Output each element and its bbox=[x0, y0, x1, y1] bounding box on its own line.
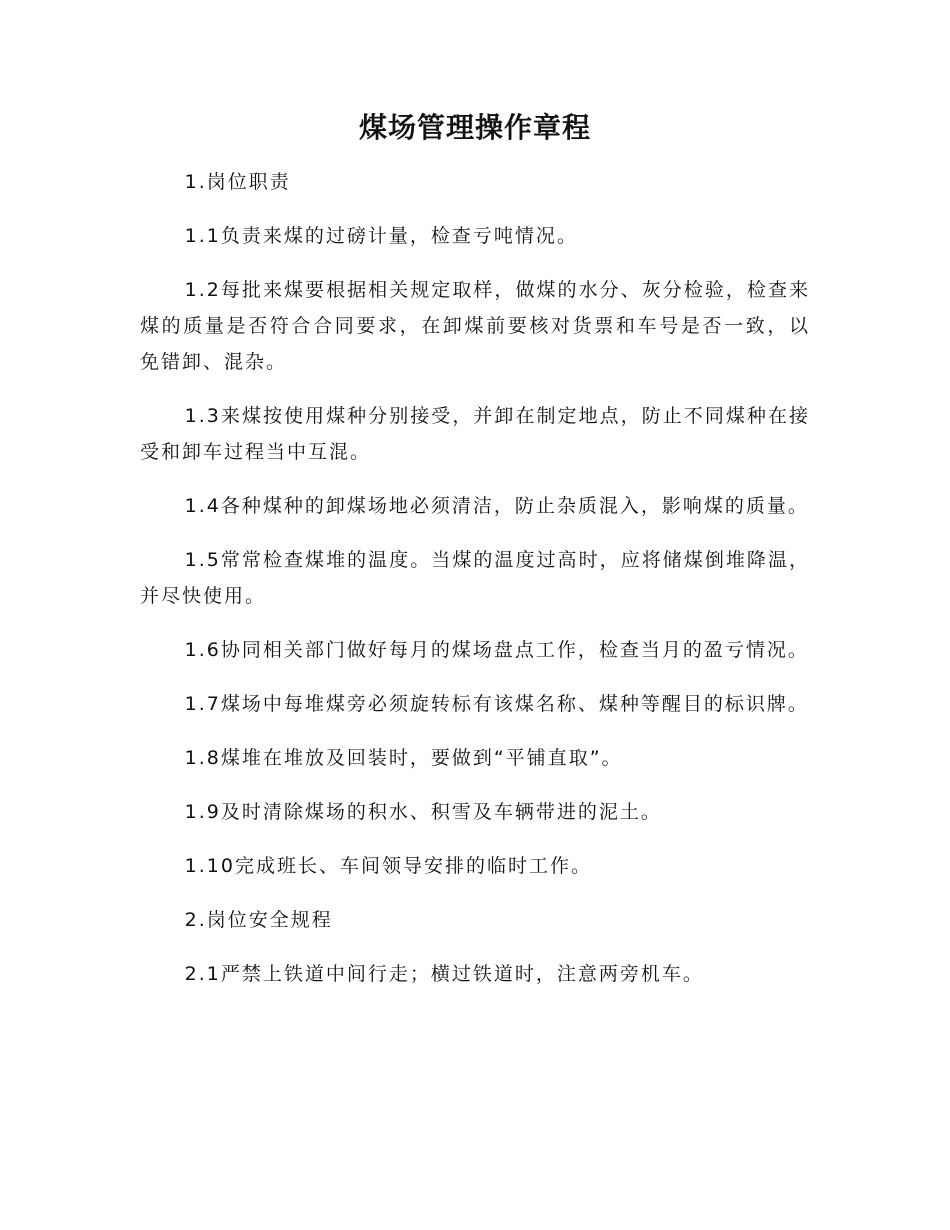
document-body bbox=[140, 164, 810, 992]
paragraph: 1.1负责来煤的过磅计量，检查亏吨情况。 bbox=[184, 225, 578, 247]
document-title: 煤场管理操作章程 bbox=[358, 111, 591, 144]
paragraph: 1.6协同相关部门做好每月的煤场盘点工作，检查当月的盈亏情况。 bbox=[184, 639, 809, 661]
paragraph: 1.3来煤按使用煤种分别接受，并卸在制定地点，防止不同煤种在接受和卸车过程当中互混。 bbox=[140, 405, 810, 463]
section-heading: 2.岗位安全规程 bbox=[184, 909, 333, 931]
paragraph: 1.2每批来煤要根据相关规定取样，做煤的水分、灰分检验，检查来煤的质量是否符合合同要求，在卸煤前要核对货票和车号是否一致，以免错卸、混杂。 bbox=[140, 279, 810, 373]
paragraph: 1.10完成班长、车间领导安排的临时工作。 bbox=[184, 855, 592, 877]
paragraph: 1.7煤场中每堆煤旁必须旋转标有该煤名称、煤种等醒目的标识牌。 bbox=[184, 693, 809, 715]
section-heading: 1.岗位职责 bbox=[184, 171, 291, 193]
paragraph: 2.1严禁上铁道中间行走；横过铁道时，注意两旁机车。 bbox=[184, 963, 704, 985]
paragraph: 1.5常常检查煤堆的温度。当煤的温度过高时，应将储煤倒堆降温，并尽快使用。 bbox=[140, 549, 810, 607]
paragraph: 1.4各种煤种的卸煤场地必须清洁，防止杂质混入，影响煤的质量。 bbox=[184, 495, 809, 517]
paragraph: 1.9及时清除煤场的积水、积雪及车辆带进的泥土。 bbox=[184, 801, 662, 823]
paragraph: 1.8煤堆在堆放及回装时，要做到“平铺直取”。 bbox=[184, 747, 623, 769]
